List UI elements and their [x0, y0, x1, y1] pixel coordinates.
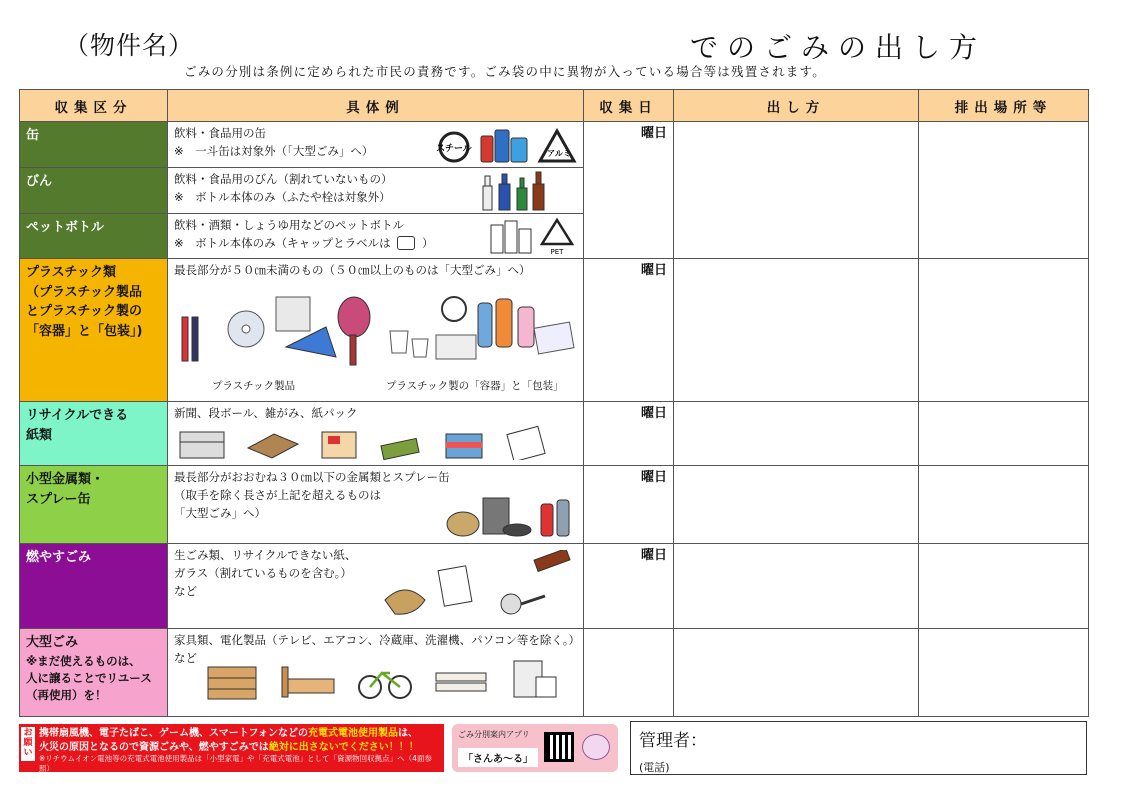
- large-illustrations: [204, 659, 560, 701]
- battery-warning-box: お願い 携帯扇風機、電子たばこ、ゲーム機、スマートフォンなどの充電式電池使用製品は、 火災の原因となるので資源ごみや、燃やすごみでは絶対に出さないでください！！！ ※リチウムイオン電池等の充電式電池使用製品は「小型家電」や「充電式電池」として「資源物回収拠点」へ（4面参照）: [19, 724, 444, 772]
- examples-can: [168, 122, 584, 168]
- label-plastic-containers: プラスチック製の「容器」と「包装」: [386, 380, 564, 392]
- can-illustrations: [435, 126, 577, 164]
- method-plastic: [674, 259, 919, 402]
- pet-line1: 飲料・酒類・しょうゆ用などのペットボトル: [174, 218, 404, 232]
- burnable-line1: 生ごみ類、リサイクルできない紙、: [174, 548, 357, 562]
- examples-plastic: [168, 259, 584, 402]
- category-pet: ペットボトル: [20, 214, 168, 259]
- table-row-large: [20, 629, 1089, 717]
- manager-box: [630, 721, 1087, 775]
- method-paper: [674, 402, 919, 466]
- pet-line2: ※ ボトル本体のみ（キャップとラベルは ）: [174, 235, 434, 250]
- milk-carton-icon: [504, 424, 548, 460]
- table-header-row: [20, 90, 1089, 122]
- storage-case-icon: [508, 659, 560, 701]
- svg-text:スチール: スチール: [436, 144, 472, 154]
- chest-of-drawers-icon: [204, 661, 260, 701]
- books-icon: [378, 428, 424, 460]
- cans-icon: [479, 126, 531, 164]
- header-day: 収集日: [584, 90, 674, 122]
- metal-line1: 最長部分がおおむね３０㎝以下の金属類とスプレー缶: [174, 470, 450, 484]
- pet-illustrations: [489, 217, 575, 255]
- metal-line3: 「大型ごみ」へ）: [174, 505, 266, 520]
- plastic-line1: 最長部分が５０㎝未満のもの（５０㎝以上のものは「大型ごみ」へ）: [174, 263, 531, 277]
- place-metal: [919, 466, 1089, 544]
- app-caption: ごみ分別案内アプリ: [458, 730, 530, 739]
- examples-pet: [168, 214, 584, 259]
- method-metal: [674, 466, 919, 544]
- category-metal: 小型金属類・ スプレー缶: [20, 466, 168, 544]
- label-plastic-products: プラスチック製品: [212, 380, 296, 392]
- day-plastic: 曜日: [584, 259, 674, 402]
- plastic-mark-icon: [397, 236, 415, 250]
- table-row-metal: [20, 466, 1089, 544]
- table-row-plastic: [20, 259, 1089, 402]
- place-large: [919, 629, 1089, 717]
- title-how-to-dispose: でのごみの出し方: [690, 31, 987, 64]
- magazine-icon: [318, 428, 360, 460]
- warning-side-label: お願い: [21, 727, 35, 761]
- header-method: 出し方: [674, 90, 919, 122]
- examples-metal: [168, 466, 584, 544]
- plastic-products-icon: [176, 287, 376, 367]
- day-can-bin-pet: 曜日: [584, 122, 674, 259]
- day-large: [584, 629, 674, 717]
- category-can: 缶: [20, 122, 168, 168]
- can-line1: 飲料・食品用の缶: [174, 126, 266, 140]
- category-paper: リサイクルできる 紙類: [20, 402, 168, 466]
- burnable-line3: など: [174, 583, 197, 598]
- method-large: [674, 629, 919, 717]
- category-burnable: 燃やすごみ: [20, 544, 168, 629]
- app-name: 「さんあ～る」: [458, 748, 538, 767]
- subtitle-notice: ごみの分別は条例に定められた市民の責務です。ごみ袋の中に異物が入っている場合等は残置されます。: [184, 64, 826, 79]
- place-can-bin-pet: [919, 122, 1089, 259]
- day-paper: 曜日: [584, 402, 674, 466]
- large-line1: 家具類、電化製品（テレビ、エアコン、冷蔵庫、洗濯機、パソコン等を除く。）: [174, 633, 580, 647]
- table-row-can: [20, 122, 1089, 168]
- svg-text:アルミ: アルミ: [547, 149, 571, 158]
- category-large: 大型ごみ ※まだ使えるものは、 人に譲ることでリユース（再使用）を！: [20, 629, 168, 717]
- examples-large: [168, 629, 584, 717]
- examples-paper: [168, 402, 584, 466]
- bin-line1: 飲料・食品用のびん（割れていないもの）: [174, 172, 393, 186]
- bin-line2: ※ ボトル本体のみ（ふたや栓は対象外）: [174, 189, 391, 204]
- svg-text:PET: PET: [550, 248, 564, 255]
- header-place: 排出場所等: [919, 90, 1089, 122]
- metal-items-icon: [445, 490, 575, 540]
- mascot-icon: [582, 734, 610, 760]
- day-burnable: 曜日: [584, 544, 674, 629]
- futon-icon: [432, 661, 490, 701]
- place-plastic: [919, 259, 1089, 402]
- metal-illustrations: [445, 490, 575, 540]
- method-burnable: [674, 544, 919, 629]
- table-row-burnable: [20, 544, 1089, 629]
- plastic-products-illustration: [176, 287, 376, 367]
- examples-bin: [168, 168, 584, 214]
- title-building-name: （物件名）: [64, 31, 195, 60]
- header-examples: 具体例: [168, 90, 584, 122]
- place-paper: [919, 402, 1089, 466]
- burnable-line2: ガラス（割れているものを含む。）: [174, 565, 352, 580]
- steel-recycle-mark-icon: [435, 130, 473, 164]
- tel-label: (電話): [639, 761, 670, 774]
- examples-burnable: [168, 544, 584, 629]
- place-burnable: [919, 544, 1089, 629]
- metal-line2: （取手を除く長さが上記を超えるものは: [174, 487, 381, 502]
- table-row-paper: [20, 402, 1089, 466]
- pet-recycle-mark-icon: [539, 217, 575, 255]
- aluminum-recycle-mark-icon: [537, 128, 577, 164]
- bottle-illustrations: [479, 170, 549, 212]
- manager-label: 管理者：: [639, 731, 707, 751]
- paper-line1: 新聞、段ボール、雑がみ、紙パック: [174, 406, 358, 420]
- large-line2: など: [174, 650, 197, 665]
- header-category: 収集区分: [20, 90, 168, 122]
- burnable-items-icon: [375, 550, 575, 622]
- paper-illustrations: [178, 424, 548, 460]
- app-promo-box: [452, 724, 618, 772]
- glass-bottles-icon: [479, 170, 549, 212]
- plastic-containers-illustration: [386, 295, 576, 367]
- category-bin: びん: [20, 168, 168, 214]
- burnable-illustrations: [375, 550, 575, 622]
- cardboard-icon: [244, 428, 300, 460]
- method-can-bin-pet: [674, 122, 919, 259]
- bed-icon: [278, 661, 338, 701]
- category-plastic: プラスチック類 （プラスチック製品 とプラスチック製の 「容器」と「包装」): [20, 259, 168, 402]
- can-line2: ※ 一斗缶は対象外（「大型ごみ」へ）: [174, 143, 374, 158]
- bicycle-icon: [356, 661, 414, 701]
- qr-code-icon[interactable]: [544, 732, 574, 762]
- pet-bottles-icon: [489, 217, 533, 255]
- paper-stack-icon: [442, 428, 486, 460]
- garbage-table: [19, 89, 1089, 717]
- day-metal: 曜日: [584, 466, 674, 544]
- plastic-containers-icon: [386, 295, 576, 367]
- newspaper-icon: [178, 428, 226, 460]
